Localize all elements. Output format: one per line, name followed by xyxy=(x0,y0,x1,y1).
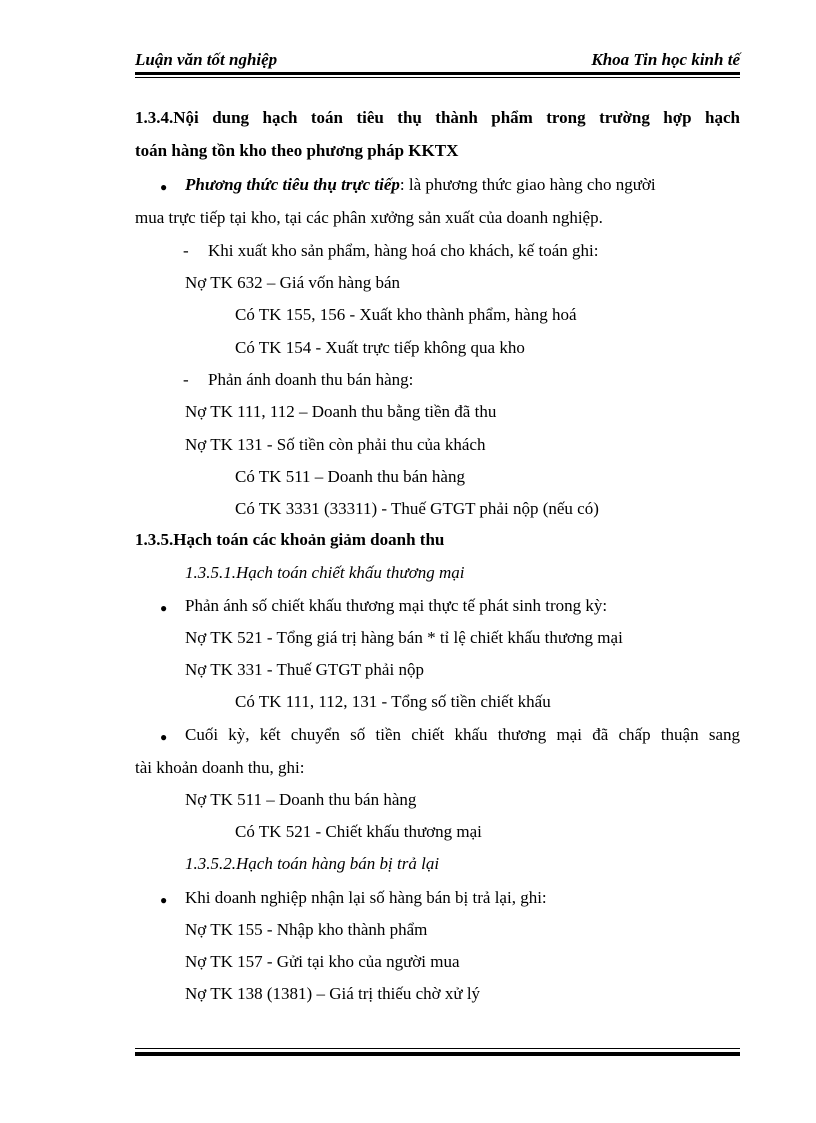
bullet-icon: ● xyxy=(160,730,168,744)
header-rule-thick xyxy=(135,72,740,75)
entry-no-155: Nợ TK 155 - Nhập kho thành phẩm xyxy=(185,920,428,939)
footer-rule-thin xyxy=(135,1048,740,1049)
entry-no-138: Nợ TK 138 (1381) – Giá trị thiếu chờ xử lý xyxy=(185,984,481,1003)
entry-co-521: Có TK 521 - Chiết khấu thương mại xyxy=(235,822,482,841)
entry-no-111-112: Nợ TK 111, 112 – Doanh thu bằng tiền đã thu xyxy=(185,402,497,421)
method-paragraph-line2: mua trực tiếp tại kho, tại các phân xưởng sản xuất của doanh nghiệp. xyxy=(135,208,603,227)
entry-co-154: Có TK 154 - Xuất trực tiếp không qua kho xyxy=(235,338,525,357)
entry-no-632: Nợ TK 632 – Giá vốn hàng bán xyxy=(185,273,401,292)
subsection-1-3-5-1-title: 1.3.5.1.Hạch toán chiết khấu thương mại xyxy=(185,563,465,582)
dash-item-2: Phản ánh doanh thu bán hàng: xyxy=(208,370,414,389)
footer-rule-thick xyxy=(135,1052,740,1056)
bullet-item-discount: Phản ánh số chiết khấu thương mại thực tế phát sinh trong kỳ: xyxy=(185,596,608,615)
bullet-icon: ● xyxy=(160,601,168,615)
dash-item-1: Khi xuất kho sản phẩm, hàng hoá cho khách, kế toán ghi: xyxy=(208,241,599,260)
entry-co-111-112-131: Có TK 111, 112, 131 - Tổng số tiền chiết khấu xyxy=(235,692,551,711)
entry-co-511: Có TK 511 – Doanh thu bán hàng xyxy=(235,467,465,486)
bullet-item-transfer-line1: Cuối kỳ, kết chuyển số tiền chiết khấu thương mại đã chấp thuận sang xyxy=(185,725,740,744)
dash-marker: - xyxy=(183,241,189,260)
entry-no-331: Nợ TK 331 - Thuế GTGT phải nộp xyxy=(185,660,424,679)
section-1-3-4-title-line1: 1.3.4.Nội dung hạch toán tiêu thụ thành phẩm trong trường hợp hạch xyxy=(135,108,740,127)
entry-no-521: Nợ TK 521 - Tổng giá trị hàng bán * tỉ lệ chiết khấu thương mại xyxy=(185,628,623,647)
dash-marker: - xyxy=(183,370,189,389)
method-paragraph-line1 xyxy=(185,175,740,195)
entry-no-157: Nợ TK 157 - Gửi tại kho của người mua xyxy=(185,952,460,971)
header-left-title: Luận văn tốt nghiệp xyxy=(135,50,278,69)
subsection-1-3-5-2-title: 1.3.5.2.Hạch toán hàng bán bị trả lại xyxy=(185,854,440,873)
header-rule-thin xyxy=(135,77,740,78)
bullet-icon: ● xyxy=(160,893,168,907)
entry-no-131: Nợ TK 131 - Số tiền còn phải thu của khách xyxy=(185,435,486,454)
page-header xyxy=(135,46,740,72)
section-1-3-5-title: 1.3.5.Hạch toán các khoản giảm doanh thu xyxy=(135,530,445,549)
header-right-title: Khoa Tin học kinh tế xyxy=(591,50,740,69)
entry-co-3331: Có TK 3331 (33311) - Thuế GTGT phải nộp (nếu có) xyxy=(235,499,599,518)
entry-no-511: Nợ TK 511 – Doanh thu bán hàng xyxy=(185,790,417,809)
entry-co-155-156: Có TK 155, 156 - Xuất kho thành phẩm, hàng hoá xyxy=(235,305,577,324)
bullet-item-returns: Khi doanh nghiệp nhận lại số hàng bán bị trả lại, ghi: xyxy=(185,888,547,907)
bullet-icon: ● xyxy=(160,180,168,194)
bullet-item-transfer-line2: tài khoản doanh thu, ghi: xyxy=(135,758,305,777)
method-label: Phương thức tiêu thụ trực tiếp xyxy=(185,175,400,194)
method-text: : là phương thức giao hàng cho người xyxy=(399,175,656,194)
section-1-3-4-title-line2: toán hàng tồn kho theo phương pháp KKTX xyxy=(135,141,459,160)
